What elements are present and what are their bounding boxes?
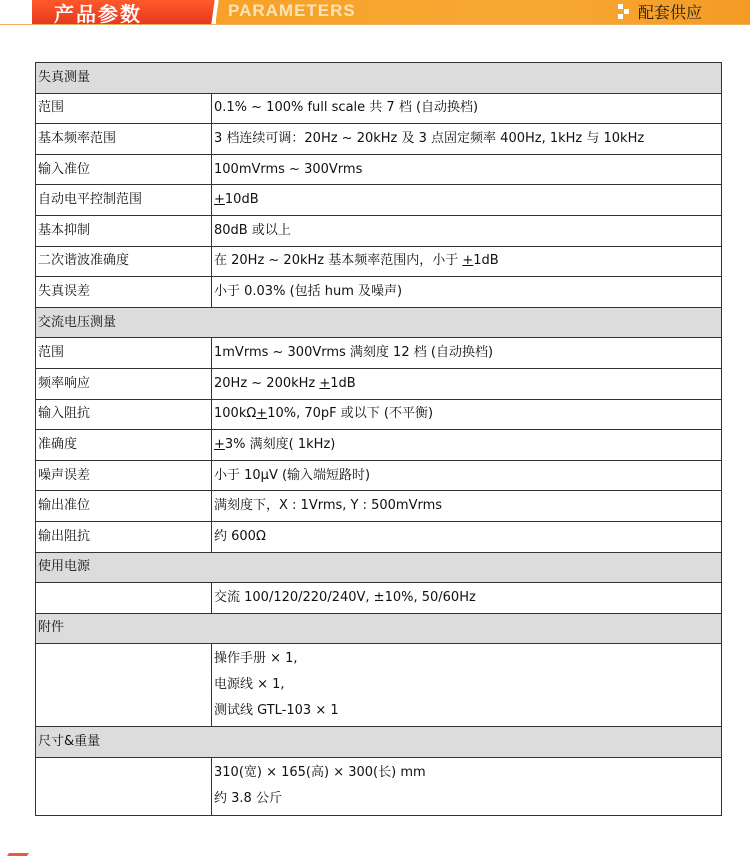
row-label: 二次谐波准确度 bbox=[36, 246, 212, 277]
row-value: 3 档连续可调：20Hz ~ 20kHz 及 3 点固定频率 400Hz, 1kHz 与 10kHz bbox=[212, 124, 722, 155]
plus-minus-sign: + bbox=[256, 406, 268, 422]
table-row bbox=[36, 338, 722, 369]
grid-icon bbox=[618, 4, 632, 20]
table-row bbox=[36, 368, 722, 399]
table-row bbox=[36, 93, 722, 124]
section-row-distortion bbox=[36, 63, 722, 94]
row-label: 输出准位 bbox=[36, 491, 212, 522]
row-value: 100mVrms ~ 300Vrms bbox=[212, 154, 722, 185]
table-row bbox=[36, 399, 722, 430]
plus-minus-sign: + bbox=[462, 253, 474, 269]
section-row-ac-voltage bbox=[36, 307, 722, 338]
row-label-empty bbox=[36, 757, 212, 815]
section-title: 尺寸&重量 bbox=[36, 727, 722, 758]
value-text: 10%, 70pF 或以下 (不平衡) bbox=[267, 406, 434, 422]
table-row bbox=[36, 491, 722, 522]
row-label: 噪声误差 bbox=[36, 460, 212, 491]
section-title: 交流电压测量 bbox=[36, 307, 722, 338]
weight-item: 约 3.8 公斤 bbox=[214, 791, 282, 807]
accessory-item: 电源线 × 1, bbox=[214, 677, 285, 693]
row-value: 0.1% ~ 100% full scale 共 7 档 (自动换档) bbox=[212, 93, 722, 124]
table-row bbox=[36, 124, 722, 155]
value-text: 1dB bbox=[473, 253, 499, 269]
row-value: 80dB 或以上 bbox=[212, 215, 722, 246]
row-value bbox=[212, 430, 722, 461]
section-title: 附件 bbox=[36, 613, 722, 644]
row-label: 自动电平控制范围 bbox=[36, 185, 212, 216]
value-text: 100kΩ bbox=[214, 406, 257, 422]
value-text: 在 20Hz ~ 20kHz 基本频率范围内，小于 bbox=[214, 253, 463, 269]
row-label: 范围 bbox=[36, 338, 212, 369]
accessory-item: 操作手册 × 1, bbox=[214, 651, 298, 667]
row-label-empty bbox=[36, 583, 212, 614]
row-value bbox=[212, 757, 722, 815]
table-row bbox=[36, 644, 722, 727]
supply-link[interactable]: 配套供应 bbox=[638, 3, 703, 22]
row-value: 约 600Ω bbox=[212, 521, 722, 552]
table-row bbox=[36, 521, 722, 552]
row-label: 准确度 bbox=[36, 430, 212, 461]
table-row bbox=[36, 583, 722, 614]
row-value bbox=[212, 185, 722, 216]
page-subtitle: PARAMETERS bbox=[228, 1, 356, 20]
row-value bbox=[212, 644, 722, 727]
section-title: 失真测量 bbox=[36, 63, 722, 94]
plus-minus-sign: + bbox=[214, 192, 225, 208]
table-row bbox=[36, 185, 722, 216]
section-row-accessories bbox=[36, 613, 722, 644]
table-row bbox=[36, 430, 722, 461]
table-row bbox=[36, 215, 722, 246]
section-row-size-weight bbox=[36, 727, 722, 758]
table-row bbox=[36, 154, 722, 185]
row-label: 基本抑制 bbox=[36, 215, 212, 246]
row-label-empty bbox=[36, 644, 212, 727]
row-label: 失真误差 bbox=[36, 277, 212, 308]
row-value: 1mVrms ~ 300Vrms 满刻度 12 档 (自动换档) bbox=[212, 338, 722, 369]
table-row bbox=[36, 246, 722, 277]
page-title: 产品参数 bbox=[54, 2, 142, 24]
table-row bbox=[36, 757, 722, 815]
row-value: 交流 100/120/220/240V, ±10%, 50/60Hz bbox=[212, 583, 722, 614]
row-value: 小于 10μV (输入端短路时) bbox=[212, 460, 722, 491]
section-row-power bbox=[36, 552, 722, 583]
spec-table bbox=[35, 62, 722, 816]
plus-minus-sign: + bbox=[319, 375, 331, 391]
row-value bbox=[212, 246, 722, 277]
table-row bbox=[36, 460, 722, 491]
banner-underline bbox=[0, 24, 750, 25]
row-label: 输入阻抗 bbox=[36, 399, 212, 430]
plus-minus-sign: + bbox=[214, 436, 225, 452]
table-row bbox=[36, 277, 722, 308]
header-banner bbox=[0, 0, 750, 24]
row-label: 输入准位 bbox=[36, 154, 212, 185]
value-text: 1dB bbox=[330, 375, 356, 391]
size-item: 310(宽) × 165(高) × 300(长) mm bbox=[214, 765, 426, 781]
value-text: 10dB bbox=[224, 192, 259, 208]
row-value bbox=[212, 368, 722, 399]
value-text: 3% 满刻度( 1kHz) bbox=[224, 436, 336, 452]
row-value: 满刻度下，X : 1Vrms, Y : 500mVrms bbox=[212, 491, 722, 522]
row-label: 基本频率范围 bbox=[36, 124, 212, 155]
value-text: 20Hz ~ 200kHz bbox=[214, 375, 320, 391]
accessory-item: 测试线 GTL-103 × 1 bbox=[214, 703, 339, 719]
section-title: 使用电源 bbox=[36, 552, 722, 583]
row-label: 输出阻抗 bbox=[36, 521, 212, 552]
row-label: 频率响应 bbox=[36, 368, 212, 399]
row-value: 小于 0.03% (包括 hum 及噪声) bbox=[212, 277, 722, 308]
footer-mark bbox=[0, 850, 40, 858]
row-value bbox=[212, 399, 722, 430]
row-label: 范围 bbox=[36, 93, 212, 124]
